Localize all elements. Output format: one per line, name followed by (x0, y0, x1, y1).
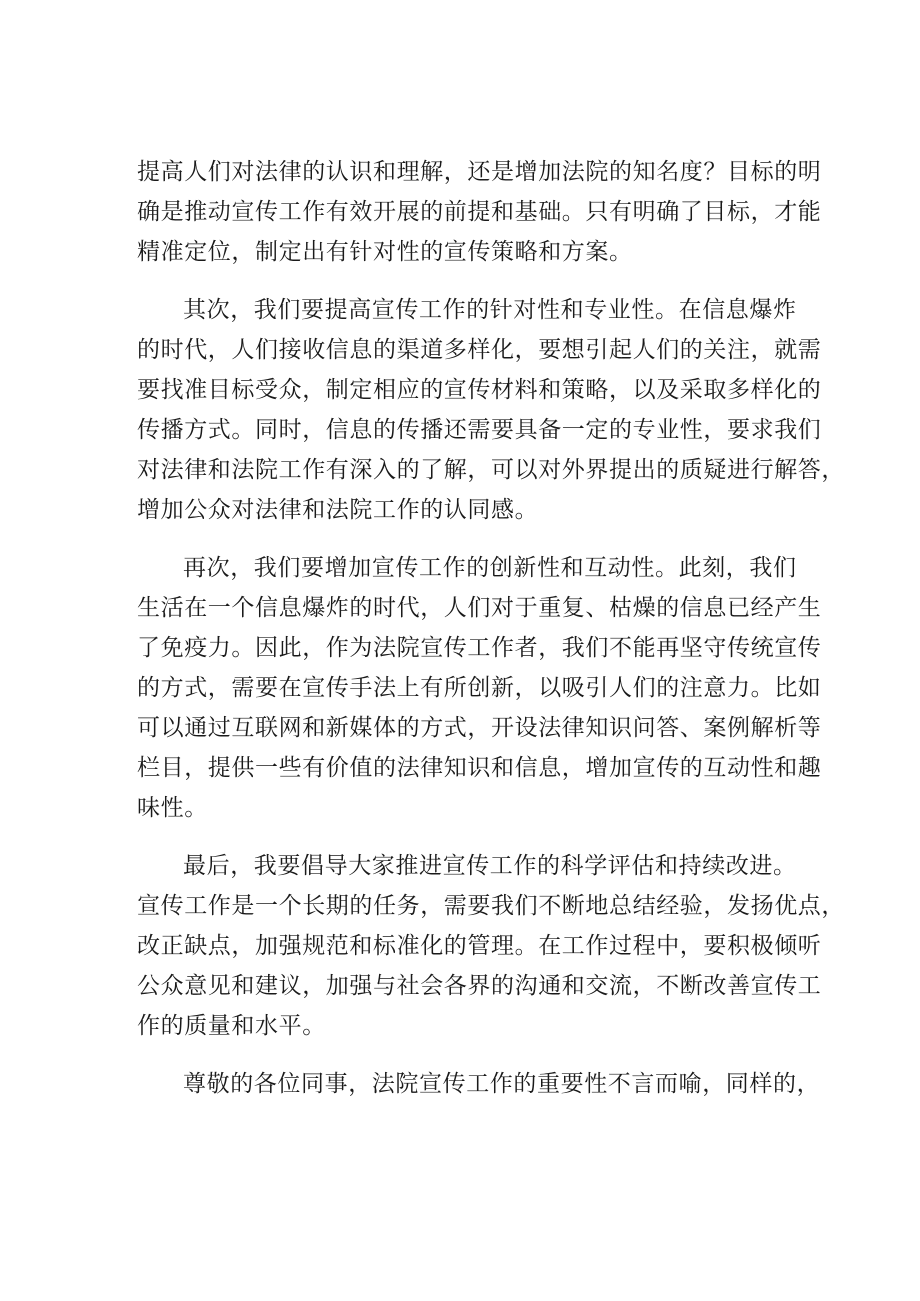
text-line: 栏目，提供一些有价值的法律知识和信息，增加宣传的互动性和趣 (137, 755, 822, 781)
text-line: 生活在一个信息爆炸的时代，人们对于重复、枯燥的信息已经产生 (137, 595, 822, 621)
text-line: 了免疫力。因此，作为法院宣传工作者，我们不能再坚守传统宣传 (137, 635, 822, 661)
text-line: 作的质量和水平。 (137, 1013, 326, 1039)
text-line: 增加公众对法律和法院工作的认同感。 (137, 497, 539, 523)
text-line: 再次，我们要增加宣传工作的创新性和互动性。此刻，我们 (183, 555, 797, 581)
text-line: 传播方式。同时，信息的传播还需要具备一定的专业性，要求我们 (137, 417, 822, 443)
text-line: 对法律和法院工作有深入的了解，可以对外界提出的质疑进行解答， (137, 457, 845, 483)
text-line: 味性。 (137, 795, 208, 821)
text-line: 改正缺点，加强规范和标准化的管理。在工作过程中，要积极倾听 (137, 933, 822, 959)
text-line: 提高人们对法律的认识和理解，还是增加法院的知名度？目标的明 (137, 159, 822, 185)
text-line: 宣传工作是一个长期的任务，需要我们不断地总结经验，发扬优点， (137, 893, 845, 919)
text-line: 尊敬的各位同事，法院宣传工作的重要性不言而喻，同样的， (183, 1071, 821, 1097)
text-line: 确是推动宣传工作有效开展的前提和基础。只有明确了目标，才能 (137, 199, 822, 225)
text-line: 公众意见和建议，加强与社会各界的沟通和交流，不断改善宣传工 (137, 973, 822, 999)
text-line: 最后，我要倡导大家推进宣传工作的科学评估和持续改进。 (183, 853, 797, 879)
paragraph-targeting (137, 290, 845, 530)
text-line: 精准定位，制定出有针对性的宣传策略和方案。 (137, 239, 633, 265)
paragraph-goal-clarity (137, 152, 827, 272)
text-line: 的时代，人们接收信息的渠道多样化，要想引起人们的关注，就需 (137, 337, 822, 363)
paragraph-evaluation (137, 846, 845, 1046)
text-line: 可以通过互联网和新媒体的方式，开设法律知识问答、案例解析等 (137, 715, 822, 741)
text-line: 其次，我们要提高宣传工作的针对性和专业性。在信息爆炸 (183, 297, 797, 323)
document-body (137, 152, 845, 1122)
text-line: 要找准目标受众，制定相应的宣传材料和策略，以及采取多样化的 (137, 377, 822, 403)
text-line: 的方式，需要在宣传手法上有所创新，以吸引人们的注意力。比如 (137, 675, 822, 701)
paragraph-closing (137, 1064, 827, 1104)
paragraph-innovation (137, 548, 827, 828)
